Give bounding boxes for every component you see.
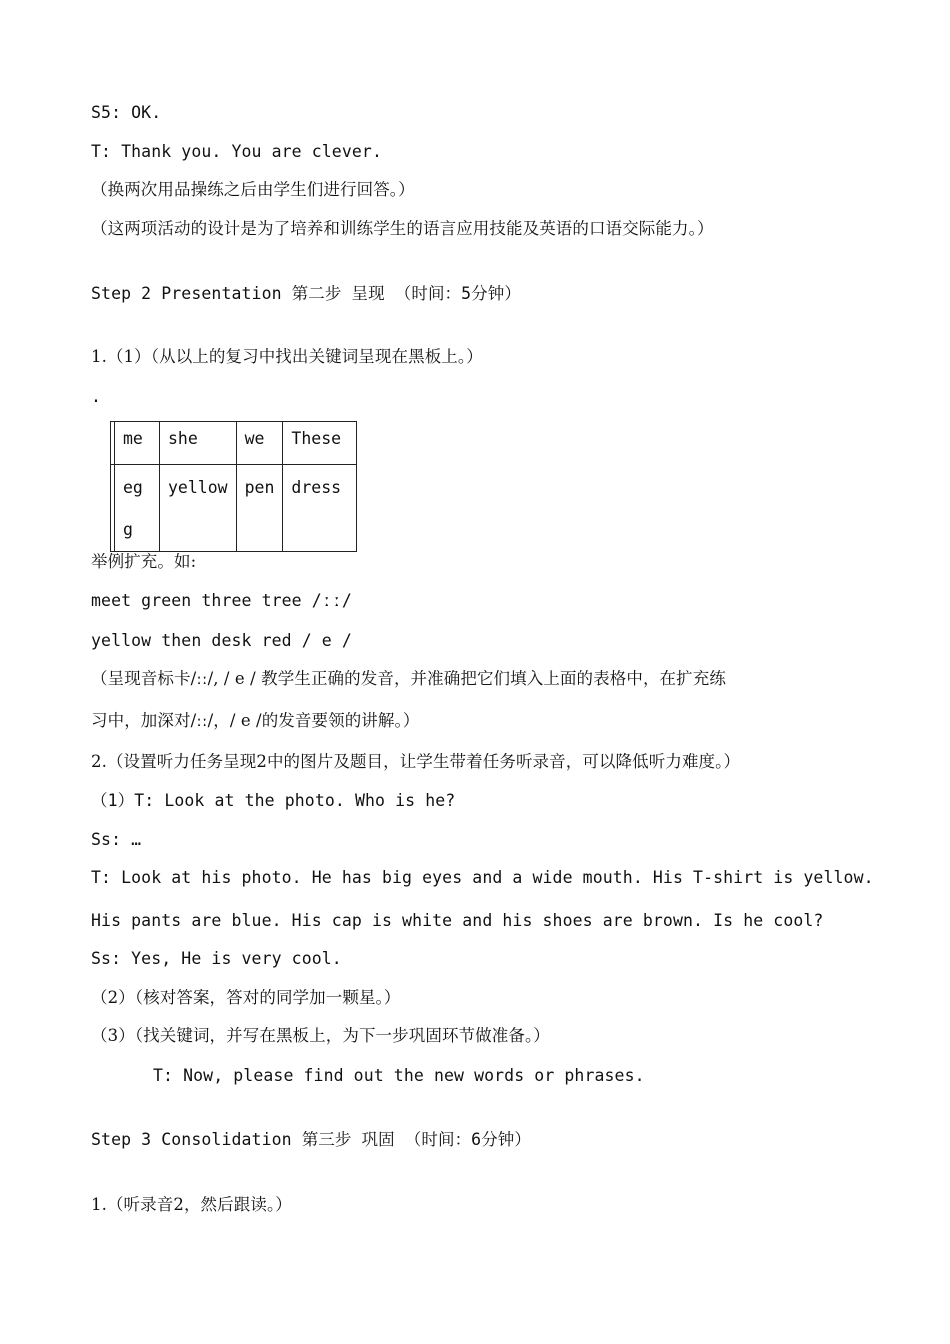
- table-cell: yellow: [160, 465, 237, 552]
- dot-line: .: [91, 387, 102, 406]
- note-line: 习中，加深对/ːː/，/ e /的发音要领的讲解。）: [91, 711, 420, 730]
- phonetic-line: yellow then desk red / e /: [91, 631, 352, 650]
- table-cell: dress: [283, 465, 357, 552]
- step-heading: Step 3 Consolidation 第三步 巩固 （时间：6分钟）: [91, 1130, 532, 1149]
- note-line: （3）（找关键词，并写在黑板上，为下一步巩固环节做准备。）: [91, 1026, 550, 1045]
- dialogue-line: Ss: …: [91, 830, 142, 849]
- table-cell: pen: [236, 465, 283, 552]
- dialogue-line: T: Thank you. You are clever.: [91, 142, 382, 161]
- note-line: （2）（核对答案，答对的同学加一颗星。）: [91, 988, 401, 1007]
- note-line: （呈现音标卡/ːː/, / e / 教学生正确的发音，并准确把它们填入上面的表格中，在扩充练: [91, 669, 726, 688]
- dialogue-line: S5: OK.: [91, 103, 162, 122]
- table-row: [111, 422, 357, 465]
- table-cell: she: [160, 422, 237, 465]
- step-heading: Step 2 Presentation 第二步 呈现 （时间：5分钟）: [91, 284, 521, 303]
- step-item: 1.（听录音2，然后跟读。）: [91, 1195, 292, 1214]
- dialogue-line: His pants are blue. His cap is white and his shoes are brown. Is he cool?: [91, 911, 824, 930]
- dialogue-line: T: Now, please find out the new words or phrases.: [153, 1066, 645, 1085]
- table-cell: me: [115, 422, 160, 465]
- dialogue-line: Ss: Yes, He is very cool.: [91, 949, 342, 968]
- phonetic-line: meet green three tree /ːː/: [91, 591, 352, 610]
- note-line: （这两项活动的设计是为了培养和训练学生的语言应用技能及英语的口语交际能力。）: [91, 219, 714, 238]
- dialogue-line: T: Look at his photo. He has big eyes and a wide mouth. His T-shirt is yellow.: [91, 868, 874, 887]
- table-cell: we: [236, 422, 283, 465]
- table-cell: These: [283, 422, 357, 465]
- step-item: 1.（1）（从以上的复习中找出关键词呈现在黑板上。）: [91, 347, 483, 366]
- table-cell: eg g: [115, 465, 160, 552]
- step-item: 2.（设置听力任务呈现2中的图片及题目，让学生带着任务听录音，可以降低听力难度。）: [91, 752, 741, 771]
- dialogue-line: （1）T: Look at the photo. Who is he?: [91, 791, 456, 810]
- table-row: [111, 465, 357, 552]
- note-line: 举例扩充。如:: [91, 552, 197, 571]
- note-line: （换两次用品操练之后由学生们进行回答。）: [91, 180, 415, 199]
- keyword-table: [110, 421, 357, 552]
